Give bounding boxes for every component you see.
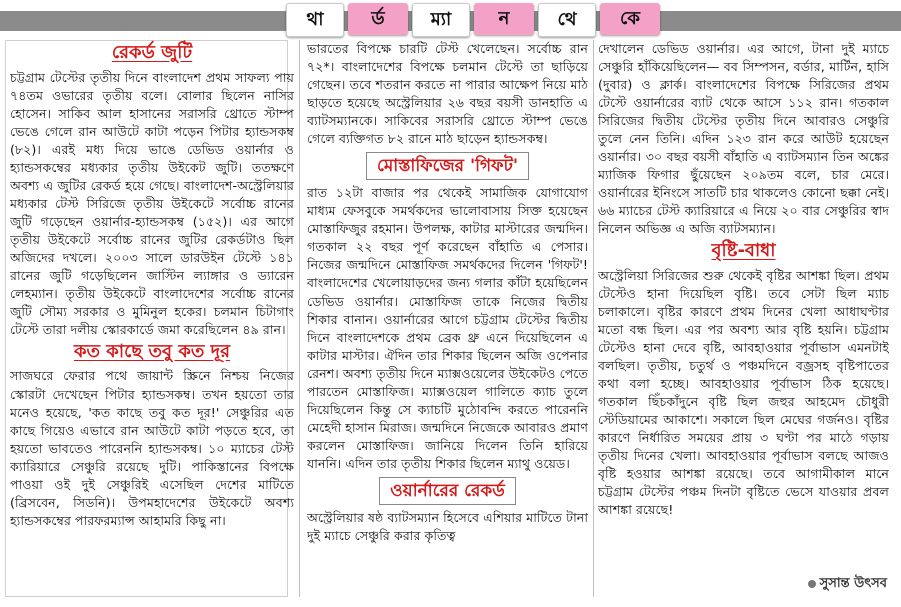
article-paragraph: সাজঘরে ফেরার পথে জায়ান্ট স্ক্রিনে নিশ্চয় নিজের স্কোরটা দেখেছেন পিটার হ্যান্ডসকম্ব। তখন হয়তো তার মনেও হয়েছে, 'কত কাছে তবু কত দূর!' সেঞ্চুরির এত কাছে গিয়েও এভাবে রান আউটে কাটা পড়তে হবে, তা হয়তো ভাবতেও পারেননি হ্যান্ডসকম্ব। ১০ ম্যাচের টেস্ট ক্যারিয়ারে সেঞ্চুরি রয়েছে দুটি। পাকিস্তানের বিপক্ষে পাওয়া ওই দুই সেঞ্চুরিই এসেছিল দেশের মাটিতে (ব্রিসবেন, সিডনি)। উপমহাদেশের উইকেটে অবশ্য হ্যান্ডসকম্বের পারফরম্যান্স আহামরি কিছু না।: [10, 368, 294, 528]
section-heading: রেকর্ড জুটি: [111, 42, 193, 63]
column-2: [307, 40, 588, 599]
column-divider: [299, 40, 300, 597]
byline-text: সুসান্ত উৎসব: [819, 576, 887, 591]
article-paragraph: দেখালেন ডেভিড ওয়ার্নার। এর আগে, টানা দুই ম্যাচে সেঞ্চুরি হাঁকিয়েছিলেন— বব সিম্পসন, বর্ডার, মার্টিন, হাসি (দুবার) ও ক্লার্ক। বাংলাদেশের বিপক্ষে সিরিজের প্রথম টেস্টে ওয়ার্নারের ব্যাট থেকে আসে ১১২ রান। গতকাল সিরিজের দ্বিতীয় টেস্টের তৃতীয় দিনে আবারও সেঞ্চুরি তুলে নেন তিনি। এদিন ১২৩ রান করে আউট হয়েছেন ওয়ার্নার। ৩০ বছর বয়সী বাঁহাতি এ ব্যাটসম্যান তিন অঙ্কের ম্যাজিক ফিগার ছুঁয়েছেন ২০৯তম বলে, চার মেরে। ওয়ার্নারের ইনিংসে সাতটি চার থাকলেও কোনো ছক্কা নেই। ৬৬ ম্যাচের টেস্ট ক্যারিয়ারে এ নিয়ে ২০ বার সেঞ্চুরির স্বাদ নিলেন অভিজ্ঞ এ অজি ব্যাটসম্যান।: [598, 41, 889, 237]
bullet-icon: [808, 580, 816, 588]
section-heading-box: [307, 477, 588, 505]
article-paragraph: চট্টগ্রাম টেস্টের তৃতীয় দিনে বাংলাদেশ প্রথম সাফল্য পায় ৭৪তম ওভারের তৃতীয় বলে। বোলার ছিলেন নাসির হোসেন। সাকিব আল হাসানের সরাসরি থ্রোতে স্টাম্প ভেঙে গেলে রান আউটে কাটা পড়েন পিটার হ্যান্ডসকম্ব (৮২)। এরই মধ্য দিয়ে ভাঙে ডেভিড ওয়ার্নার ও হ্যান্ডসকম্বের মধ্যকার তৃতীয় উইকেট জুটি। ততক্ষণে অবশ্য এ জুটির রেকর্ড হয়ে গেছে। বাংলাদেশ-অস্ট্রেলিয়ার মধ্যকার টেস্ট সিরিজে তৃতীয় উইকেটে সর্বোচ্চ রানের জুটি গড়েছেন ওয়ার্নার-হ্যান্ডসকম্ব (১৫২)। এর আগে তৃতীয় উইকেটে সর্বোচ্চ রানের জুটির রেকর্ডটাও ছিল অজিদের দখলে। ২০০৩ সালে ডারউইন টেস্টে ১৪১ রানের জুটি গড়েছিলেন জাস্টিন ল্যাঙ্গার ও ড্যারেন লেহম্যান। তৃতীয় উইকেটে বাংলাদেশের সর্বোচ্চ রানের জুটি সৌম্য সরকার ও মুমিনুল হকের। চলমান চিটাগাং টেস্টে তারা দলীয় স্কোরকার্ডে জমা করেছিলেন ৪৯ রান।: [10, 69, 294, 337]
section-heading: ওয়ার্নারের রেকর্ড: [379, 477, 516, 505]
header-tab: ন: [474, 3, 534, 35]
section-heading: মোস্তাফিজের 'গিফট': [366, 152, 529, 180]
header-tab: ম্যা: [412, 3, 470, 37]
header-tabs: [286, 0, 660, 42]
article-paragraph: অস্ট্রেলিয়ার ষষ্ঠ ব্যাটসম্যান হিসেবে এশিয়ার মাটিতে টানা দুই ম্যাচে সেঞ্চুরি করার কৃতিত্ব: [307, 509, 588, 543]
column-3: [598, 40, 889, 599]
header-tab: থা: [286, 3, 344, 37]
column-divider: [593, 40, 594, 597]
byline: [808, 574, 887, 595]
section-heading-box: [307, 152, 588, 180]
header-tab: র্ড: [348, 3, 408, 35]
column-1: [10, 40, 294, 599]
article-paragraph: অস্ট্রেলিয়া সিরিজের শুরু থেকেই বৃষ্টির আশঙ্কা ছিল। প্রথম টেস্টেও হানা দিয়েছিল বৃষ্টি। তবে সেটা ছিল ম্যাচ চলাকালে। বৃষ্টির কারণে প্রথম দিনের খেলা আধাঘণ্টার মতো বন্ধ ছিল। এর পর অবশ্য আর বৃষ্টি হয়নি। চট্টগ্রাম টেস্টেও হানা দেবে বৃষ্টি, আবহাওয়ার পূর্বাভাস এমনটাই বলছিল। তৃতীয়, চতুর্থ ও পঞ্চমদিনে বজ্রসহ বৃষ্টিপাতের কথা বলা হচ্ছে। আবহাওয়ার পূর্বাভাস ঠিক হয়েছে। গতকাল ছিঁচকাঁদুনে বৃষ্টি ছিল জহুর আহমেদ চৌধুরী স্টেডিয়ামের আকাশে। সকালে ছিল মেঘের গর্জনও। বৃষ্টির কারণে নির্ধারিত সময়ের প্রায় ৩ ঘণ্টা পর মাঠে গড়ায় তৃতীয় দিনের খেলা। আবহাওয়ার পূর্বাভাস বলছে আজও বৃষ্টি হওয়ার আশঙ্কা রয়েছে। তবে আগামীকাল মানে চট্টগ্রাম টেস্টের পঞ্চম দিনটা বৃষ্টিতে ভেসে যাওয়ার প্রবল আশঙ্কা রয়েছে!: [598, 267, 889, 518]
article-paragraph: রাত ১২টা বাজার পর থেকেই সামাজিক যোগাযোগ মাধ্যম ফেসবুকে সমর্থকদের ভালোবাসায় সিক্ত হয়েছেন মোস্তাফিজুর রহমান। উপলক্ষ, কাটার মাস্টারের জন্মদিন। গতকাল ২২ বছর পূর্ণ করেছেন বাঁহাতি এ পেসার। নিজের জন্মদিনে মোস্তাফিজ সমর্থকদের দিলেন 'গিফট'! বাংলাদেশের খেলোয়াড়দের জন্য গলার কাঁটা হয়েছিলেন ডেভিড ওয়ার্নার। মোস্তাফিজ তাকে নিজের দ্বিতীয় শিকার বানান। ওয়ার্নারের আগে চট্টগ্রাম টেস্টের দ্বিতীয় দিনে বাংলাদেশকে প্রথম ব্রেক থ্রু এনে দিয়েছিলেন এ কাটার মাস্টার। ঐদিন তার শিকার ছিলেন অজি ওপেনার রেনশ। অবশ্য তৃতীয় দিনে ম্যাক্সওয়েলের উইকেটও পেতে পারতেন মোস্তাফিজ। ম্যাক্সওয়েল গালিতে ক্যাচ তুলে দিয়েছিলেন কিন্তু সে ক্যাচটি মুঠোবন্দি করতে পারেননি মেহেদী হাসান মিরাজ। জন্মদিনে নিজেকে আবারও প্রমাণ করলেন মোস্তাফিজ। জানিয়ে দিলেন তিনি হারিয়ে যাননি। এদিন তার তৃতীয় শিকার ছিলেন ম্যাথু ওয়েড।: [307, 185, 588, 471]
section-heading: কত কাছে তবু কত দূর: [73, 340, 231, 362]
header-tab: কে: [600, 3, 660, 35]
section-heading: বৃষ্টি-বাধা: [711, 240, 776, 262]
article-paragraph: ভারতের বিপক্ষে চারটি টেস্ট খেলেছেন। সর্বোচ্চ রান ৭২*। বাংলাদেশের বিপক্ষে চলমান টেস্টে তা ছাড়িয়ে গেছেন। তবে শতরান করতে না পারার আক্ষেপ নিয়ে মাঠ ছাড়তে হয়েছে অস্ট্রেলিয়ার ২৬ বছর বয়সী ডানহাতি এ ব্যাটসম্যানকে। সাকিবের সরাসরি থ্রোতে স্টাম্প ভেঙে গেলে ব্যক্তিগত ৮২ রানে মাঠ ছাড়েন হ্যান্ডসকম্ব।: [307, 41, 588, 147]
header-tab: থে: [538, 3, 596, 37]
